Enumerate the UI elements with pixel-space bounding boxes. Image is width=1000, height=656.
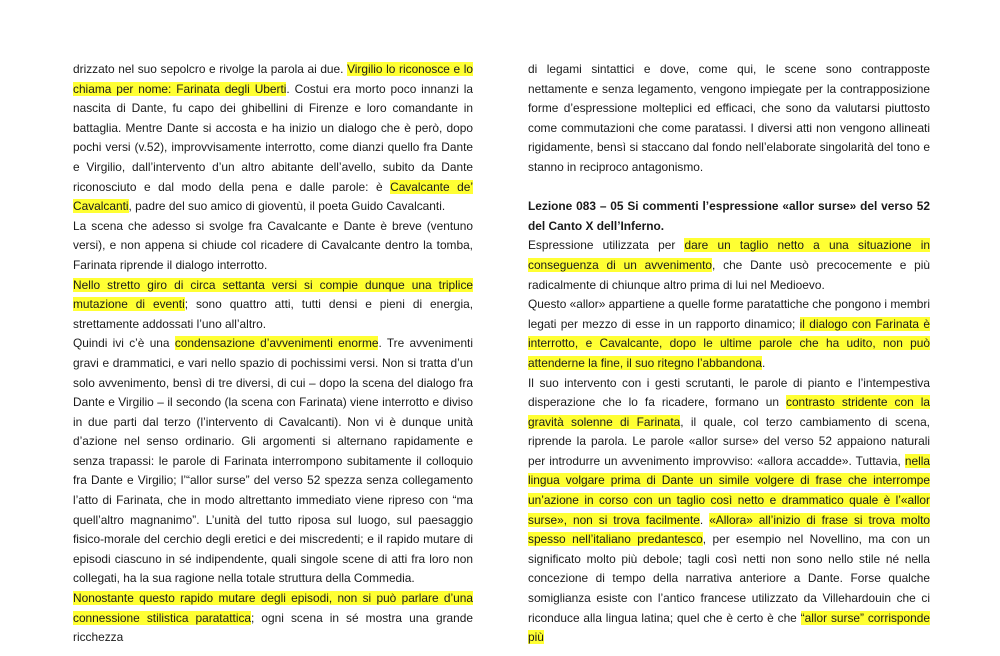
text-segment: Lezione 083 – 05 Si commenti l’espressione «allor surse» del verso 52 del Canto X dell’Inferno. xyxy=(528,199,930,233)
text-segment: Il suo intervento con i gesti scrutanti, le parole di pianto e l’intempestiva disperazione che lo fa ricadere, formano un xyxy=(528,375,930,410)
text-segment: . xyxy=(699,512,710,527)
text-segment: . xyxy=(762,355,766,370)
text-segment: . Tre avvenimenti gravi e drammatici, e vari nello spazio di pochissimi versi. Non si tratta d’un solo avvenimento, bensì di tre diversi, di cui – dopo la scena del dialogo fra Dante e Virgilio – il secondo (la scena con Farinata) viene interrotto e diviso in due parti dal terzo (l’intervento di Cavalcanti). Non vi è dunque unità d’azione nel senso ordinario. Gli argomenti si alternano rapidamente e senza trapassi: le parole di Farinata interrompono subitamente il colloquio fra Dante e Virgilio; l’“allor surse” del verso 52 spezza senza collegamento l’atto di Farinata, che in modo altrettanto immediato viene ripreso con “ma quell’altro magnanimo”. L’unità del tutto riposa sul luogo, sul paesaggio fisico-morale del cerchio degli eretici e dei miscredenti; e il rapido mutare di episodi ciascuno in sé indipendente, quali singole scene di atti fra loro non collegati, ha la sua ragione nella totale struttura della Commedia. xyxy=(73,336,473,586)
paragraph xyxy=(73,60,473,217)
highlighted-text: contrasto stridente con la gravità solenne di Farinata xyxy=(528,395,930,429)
paragraph xyxy=(528,374,930,648)
right-column xyxy=(528,60,930,648)
text-segment: di legami sintattici e dove, come qui, le scene sono contrapposte nettamente e senza legamento, vengono impiegate per la contrapposizione forme d’espressione molteplici ed efficaci, che sono da valutarsi piuttosto come commutazioni che come paratassi. I diversi atti non vengono allineati rigidamente, bensì si staccano dal fondo nell’elaborate singolarità del tono e stanno in reciproco antagonismo. xyxy=(528,62,930,174)
left-column xyxy=(73,60,473,648)
highlighted-text: Cavalcante de’ Cavalcanti xyxy=(73,179,473,214)
text-segment: drizzato nel suo sepolcro e rivolge la parola ai due. xyxy=(73,62,348,76)
paragraph xyxy=(73,334,473,589)
text-segment: La scena che adesso si svolge fra Cavalcante e Dante è breve (ventuno versi), e non appena si chiude col ricadere di Cavalcante dentro la tomba, Farinata riprende il dialogo interrotto. xyxy=(73,218,473,272)
text-segment: ; sono quattro atti, tutti densi e pieni di energia, strettamente addossati l’uno all’altro. xyxy=(73,297,474,331)
highlighted-text: Nonostante questo rapido mutare degli episodi, non si può parlare d’una connessione stilistica paratattica xyxy=(73,591,473,625)
paragraph xyxy=(73,589,473,648)
highlighted-text: dare un taglio netto a una situazione in conseguenza di un avvenimento xyxy=(528,238,930,272)
text-segment: , il quale, col terzo cambiamento di scena, riprende la parola. Le parole «allor surse» del verso 52 appaiono naturali per introdurre un avvenimento improvviso: «allora accadde». Tuttavia, xyxy=(528,414,930,468)
paragraph xyxy=(528,295,930,373)
paragraph xyxy=(73,217,473,276)
text-segment: , che Dante usò precocemente e più radicalmente di chiunque altro prima di lui nel Medioevo. xyxy=(528,257,930,292)
text-segment: Espressione utilizzata per xyxy=(528,238,685,253)
paragraph xyxy=(73,276,473,335)
paragraph xyxy=(528,60,930,178)
highlighted-text: Virgilio lo riconosce e lo chiama per nome: Farinata degli Uberti xyxy=(73,62,474,96)
highlighted-text: nella lingua volgare prima di Dante un simile volgere di frase che interrompe un’azione in corso con un taglio così netto e drammatico quale è l’«allor surse», non si trova facilmente xyxy=(528,453,930,527)
highlighted-text: Nello stretto giro di circa settanta versi si compie dunque una triplice mutazione di eventi xyxy=(73,277,473,312)
highlighted-text: «Allora» all’inizio di frase si trova molto spesso nell’italiano predantesco xyxy=(528,512,931,547)
highlighted-text: “allor surse” corrisponde più xyxy=(528,610,930,645)
text-segment: Quindi ivi c’è una xyxy=(73,336,175,351)
text-segment: , per esempio nel Novellino, ma con un significato molto più debole; tagli così netti non sono nello stile né nella concezione di tempo della narrativa anteriore a Dante. Forse qualche somiglianza esiste con l’antico francese utilizzato da Villehardouin che ci riconduce alla lingua latina; quel che è certo è che xyxy=(528,532,931,625)
highlighted-text: condensazione d’avvenimenti enorme xyxy=(174,336,379,351)
text-segment: , padre del suo amico di gioventù, il poeta Guido Cavalcanti. xyxy=(128,199,446,214)
paragraph xyxy=(528,236,930,295)
text-segment: Questo «allor» appartiene a quelle forme paratattiche che pongono i membri legati per mezzo di esse in un rapporto dinamico; xyxy=(528,297,930,331)
highlighted-text: il dialogo con Farinata è interrotto, e Cavalcante, dopo le ultime parole che ha udito, non può attenderne la fine, il suo ritegno l’abbandona xyxy=(528,316,930,370)
section-heading xyxy=(528,197,930,236)
text-segment: ; ogni scena in sé mostra una grande ricchezza xyxy=(73,610,474,645)
text-segment: . Costui era morto poco innanzi la nascita di Dante, fu capo dei ghibellini di Firenze e loro comandante in battaglia. Mentre Dante si accosta e ha inizio un dialogo che è però, dopo pochi versi (v.52), improvvisamente interrotto, come dianzi quello fra Dante e Virgilio, dall’intervento d’un altro abitante dell’avello, subito da Dante riconosciuto e dal modo della pena e dalle parole: è xyxy=(73,81,473,194)
